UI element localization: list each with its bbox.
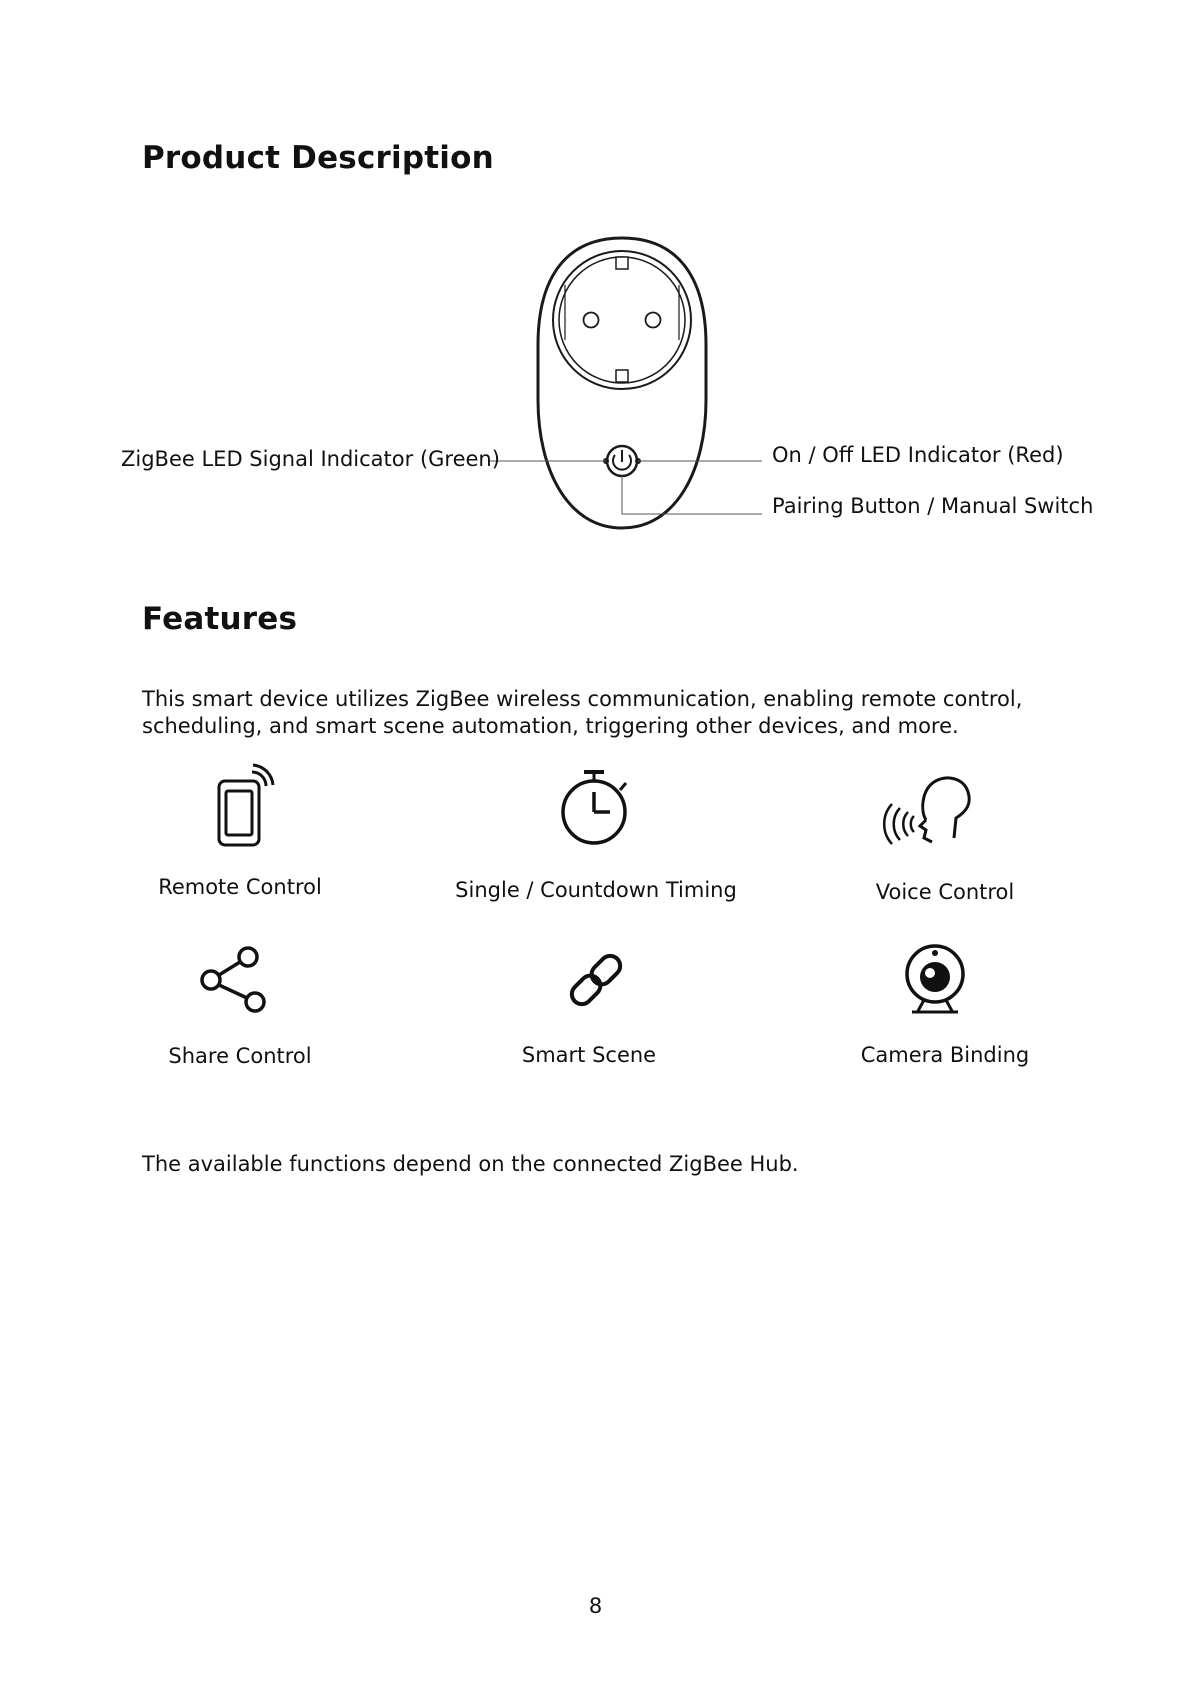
link-icon: [562, 946, 630, 1014]
feature-label-timing: Single / Countdown Timing: [455, 878, 737, 902]
callout-zigbee-led: ZigBee LED Signal Indicator (Green): [121, 447, 500, 471]
features-intro-line1: This smart device utilizes ZigBee wireless communication, enabling remote control,: [142, 687, 1023, 711]
callout-pairing-button: Pairing Button / Manual Switch: [772, 494, 1094, 518]
section-title-features: Features: [142, 601, 298, 637]
feature-label-voice-control: Voice Control: [875, 880, 1015, 904]
feature-label-share-control: Share Control: [168, 1044, 312, 1068]
power-button-icon: [603, 446, 641, 476]
socket-inner-ring: [559, 257, 685, 383]
smart-plug-diagram: [0, 0, 1191, 560]
ground-clip-bottom: [616, 370, 628, 382]
voice-head-icon: [884, 770, 974, 850]
feature-label-smart-scene: Smart Scene: [521, 1043, 657, 1067]
features-intro: [142, 686, 1102, 740]
hub-note: The available functions depend on the connected ZigBee Hub.: [142, 1152, 799, 1176]
pin-hole-left: [584, 313, 599, 328]
socket-outer-ring: [553, 251, 691, 389]
section-title-product-description: Product Description: [142, 140, 494, 176]
feature-label-camera-binding: Camera Binding: [860, 1043, 1030, 1067]
feature-label-remote-control: Remote Control: [158, 875, 322, 899]
phone-wireless-icon: [212, 764, 282, 850]
features-intro-line2: scheduling, and smart scene automation, triggering other devices, and more.: [142, 714, 959, 738]
leader-pairing-button: [622, 476, 762, 514]
webcam-icon: [902, 942, 968, 1016]
stopwatch-icon: [560, 768, 632, 848]
pin-hole-right: [646, 313, 661, 328]
page-number: 8: [588, 1594, 603, 1618]
ground-clip-top: [616, 257, 628, 269]
callout-onoff-led: On / Off LED Indicator (Red): [772, 443, 1064, 467]
share-icon: [198, 946, 272, 1016]
